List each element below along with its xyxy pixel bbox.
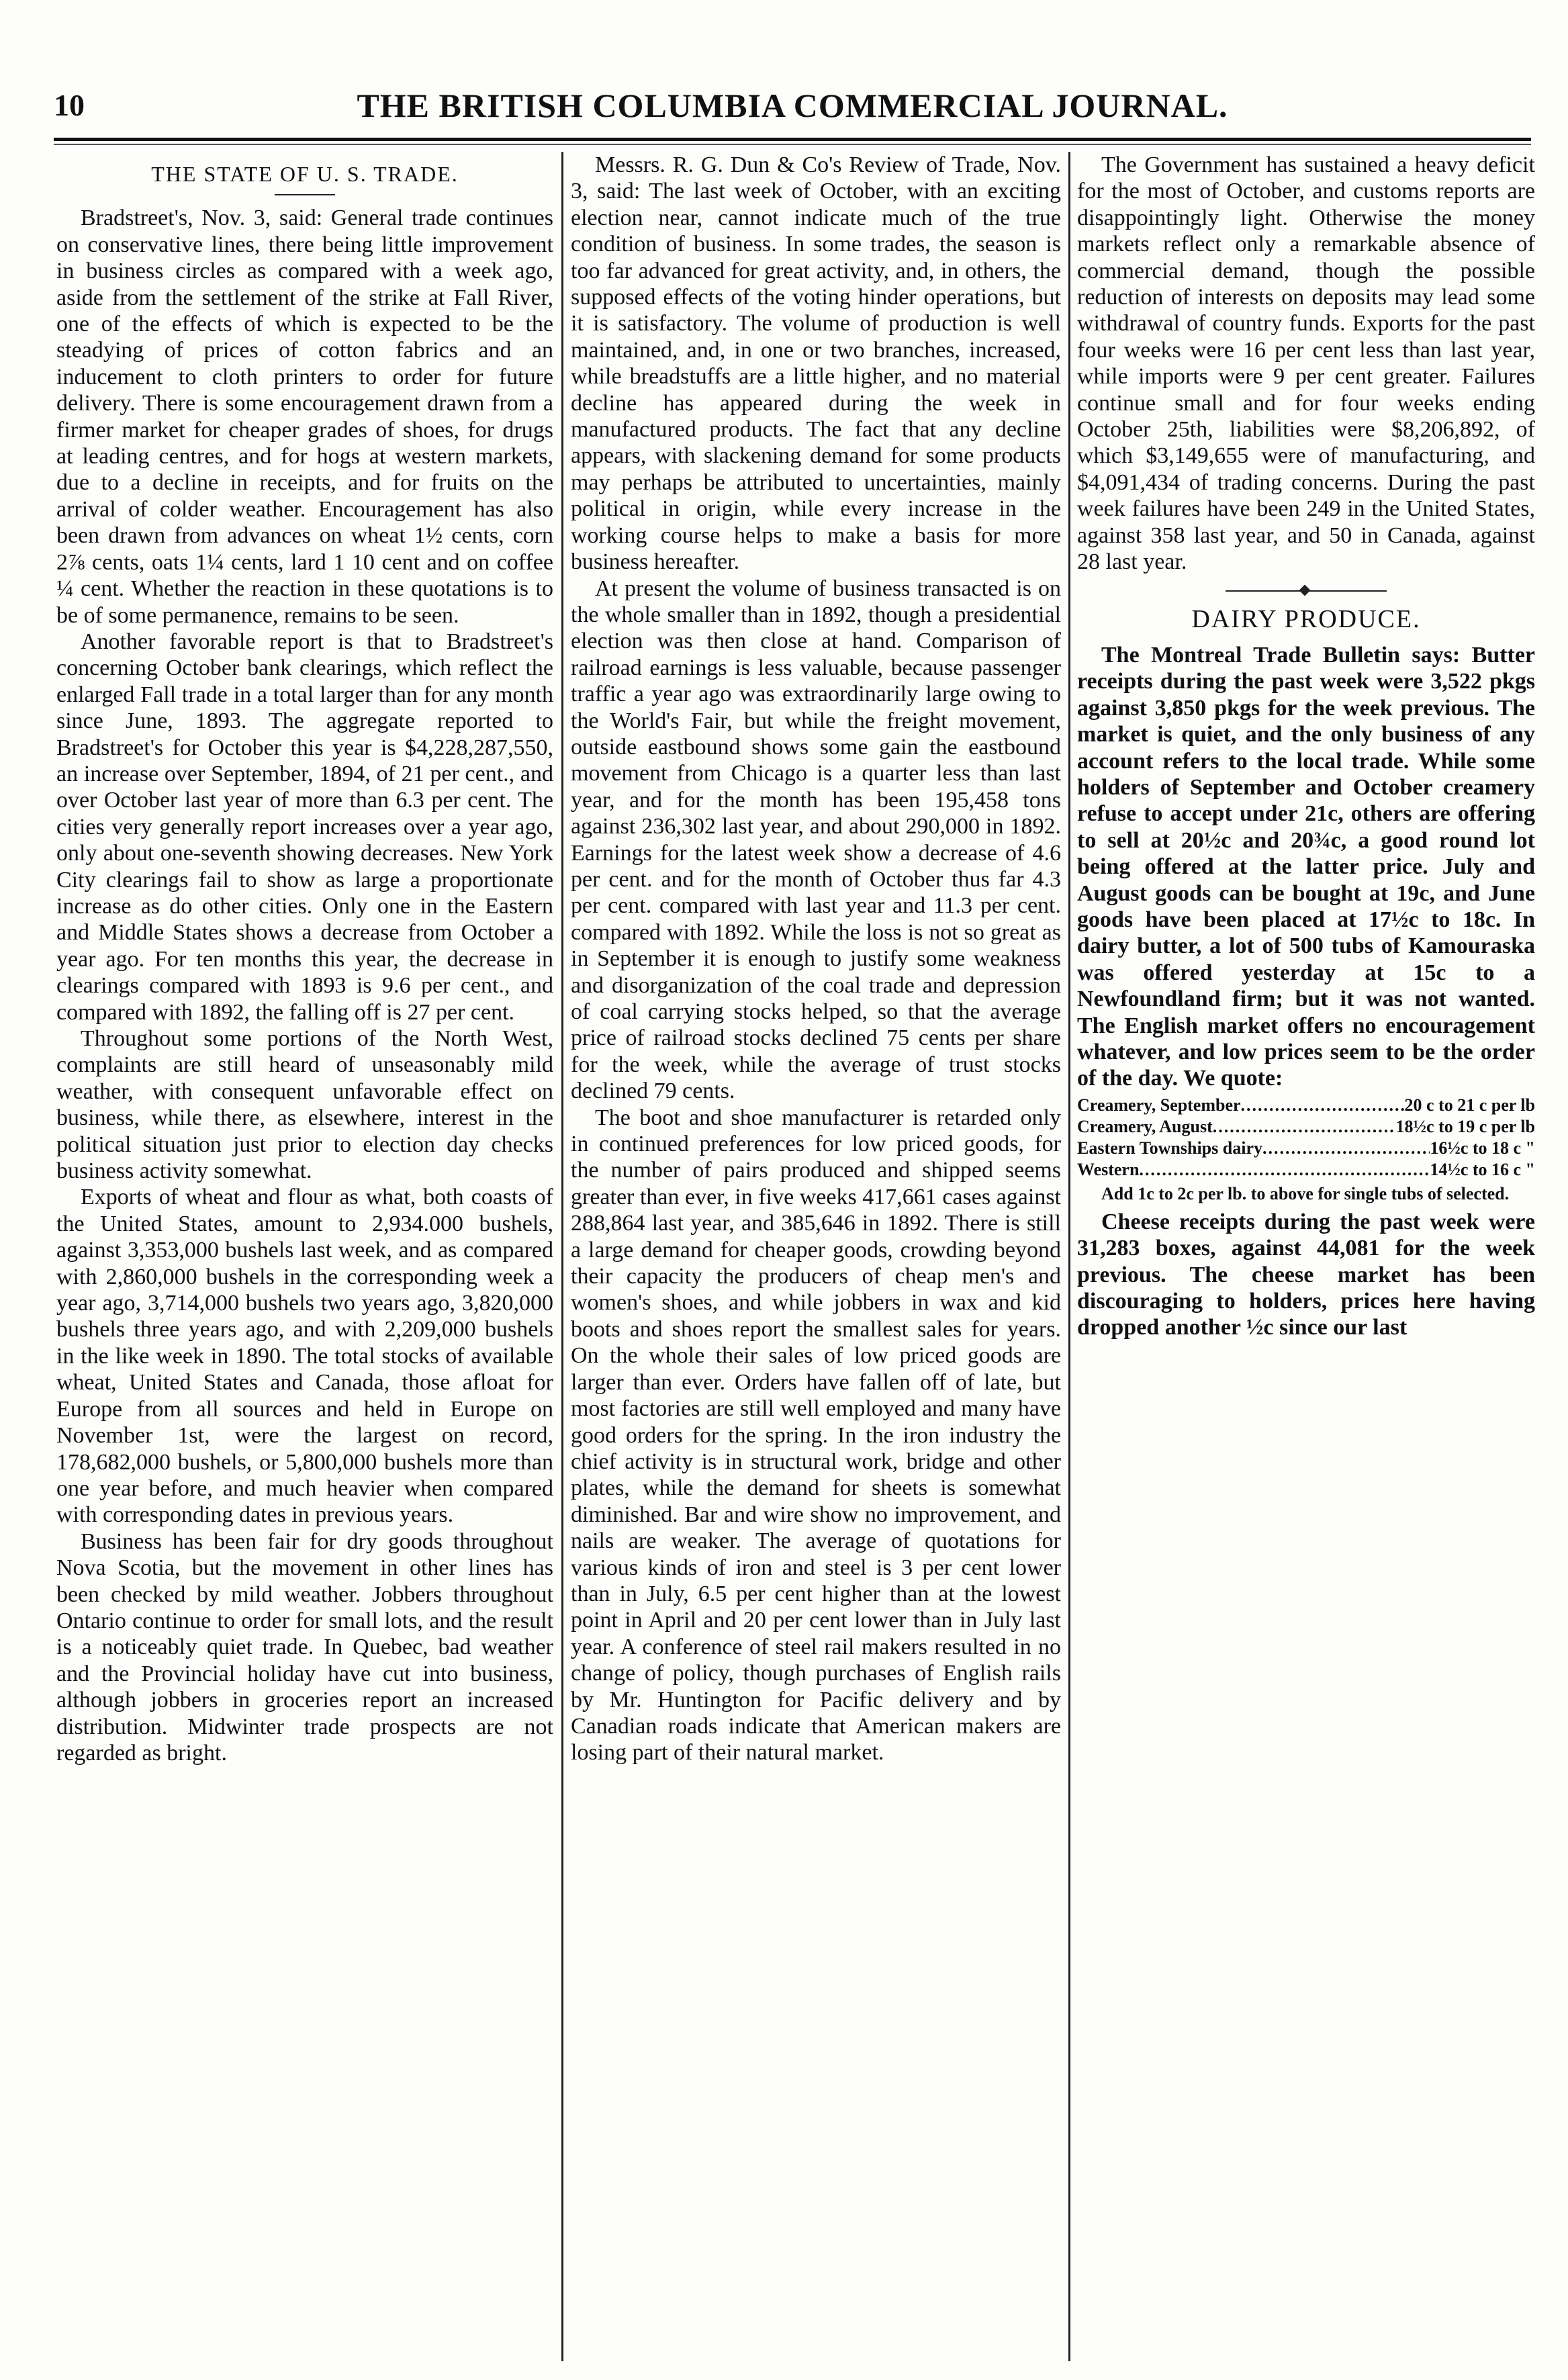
quote-leader-dots [1213,1116,1396,1138]
header-rule-thin [54,144,1531,145]
quote-note: Add 1c to 2c per lb. to above for single tubs of selected. [1101,1183,1510,1203]
quote-price: 16½c to 18 c " [1430,1138,1535,1158]
quote-leader-dots [1241,1095,1405,1116]
article-paragraph: Bradstreet's, Nov. 3, said: General trade continues on conservative lines, there being little improvement in business circles as compared with a week ago, aside from the settlement of the strike at Fall River, one of the effects of which is expected to be the steadying of prices of cotton fabrics and an inducement to cloth printers to order for future delivery. There is some encouragement drawn from a firmer market for cheaper grades of shoes, for drugs at leading centres, and for hogs at western markets, due to a decline in receipts, and for fruits on the arrival of colder weather. Encouragement has also been drawn from advances on wheat 1½ cents, corn 2⅞ cents, oats 1¼ cents, lard 1 10 cent and on coffee ¼ cent. Whether the reaction in these quotations is to be of some permanence, remains to be seen. [56,205,553,628]
column-2 [571,152,1061,2361]
quote-name: Creamery, September [1077,1095,1241,1115]
article-paragraph: Throughout some portions of the North West, complaints are still heard of unseasonably mild weather, with consequent unfavorable effect on business, while there, as elsewhere, interest in the political situation just prior to election day checks business activity somewhat. [56,1026,553,1184]
quote-name: Western [1077,1159,1140,1179]
quote-row [1077,1159,1535,1181]
article-paragraph: Messrs. R. G. Dun & Co's Review of Trade, Nov. 3, said: The last week of October, with an exciting election near, cannot indicate much of the true condition of business. In some trades, the season is too far advanced for great activity, and, in others, the supposed effects of the voting hinder operations, but it is satisfactory. The volume of production is well maintained, and, in one or two branches, increased, while breadstuffs are a little higher, and no material decline has appeared during the week in manufactured products. The fact that any decline appears, with slackening demand for some products may perhaps be attributed to uncertainties, mainly political in origin, while every increase in the working course helps to make a basis for more business hereafter. [571,152,1061,575]
quote-price: 20 c to 21 c per lb [1404,1095,1535,1115]
butter-quote-list [1077,1095,1535,1181]
quote-row [1077,1138,1535,1159]
diamond-ornament-icon [1299,584,1311,596]
article-paragraph: Business has been fair for dry goods throughout Nova Scotia, but the movement in other lines has been checked by mild weather. Jobbers throughout Ontario continue to order for small lots, and the result is a noticeably quiet trade. In Quebec, bad weather and the Provincial holiday have cut into business, although jobbers in groceries report an increased distribution. Midwinter trade prospects are not regarded as bright. [56,1528,553,1766]
quote-name: Eastern Townships dairy [1077,1138,1262,1158]
quote-leader-dots [1139,1159,1430,1181]
dairy-intro-paragraph: The Montreal Trade Bulletin says: Butter receipts during the past week were 3,522 pkgs against 3,850 pkgs for the week previous. The market is quiet, and the only business of any account refers to the local trade. While some holders of September and October creamery refuse to accept under 21c, others are offering to sell at 20½c and 20¾c, a good round lot being offered at the latter price. July and August goods can be bought at 19c, and June goods have been placed at 17½c to 18c. In dairy butter, a lot of 500 tubs of Kamouraska was offered yesterday at 15c to a Newfoundland firm; but it was not wanted. The English market offers no encouragement whatever, and low prices seem to be the order of the day. We quote: [1077,642,1535,1091]
journal-title: THE BRITISH COLUMBIA COMMERCIAL JOURNAL. [357,87,1228,124]
section-ornament-rule [1226,590,1387,592]
us-trade-heading: THE STATE OF U. S. TRADE. [151,162,459,186]
quote-row [1077,1095,1535,1116]
quote-price: 18½c to 19 c per lb [1395,1116,1535,1136]
page-header [54,67,1531,134]
article-paragraph: Exports of wheat and flour as what, both coasts of the United States, amount to 2,934.000 bushels, against 3,353,000 bushels last week, and as compared with 2,860,000 bushels in the corresponding week a year ago, 3,714,000 bushels two years ago, 3,820,000 bushels three years ago, and with 2,209,000 bushels in the like week in 1890. The total stocks of available wheat, United States and Canada, those afloat for Europe from all sources and held in Europe on November 1st, were the largest on record, 178,682,000 bushels, or 5,800,000 bushels more than one year before, and much heavier when compared with corresponding dates in previous years. [56,1185,553,1528]
quote-row [1077,1116,1535,1138]
quote-price: 14½c to 16 c " [1430,1159,1535,1179]
page-number: 10 [54,88,85,122]
column-divider [1068,152,1070,2361]
cheese-paragraph: Cheese receipts during the past week were 31,283 boxes, against 44,081 for the week previous. The cheese market has been discouraging to holders, prices here having dropped another ½c since our last [1077,1209,1535,1340]
quote-name: Creamery, August [1077,1116,1213,1136]
article-paragraph: At present the volume of business transacted is on the whole smaller than in 1892, though a presidential election was then close at hand. Comparison of railroad earnings is less valuable, because passenger traffic a year ago was extraordinarily large owing to the World's Fair, but while the freight movement, outside eastbound shows some gain the eastbound movement from Chicago is a quarter less than last year, and for the month has been 195,458 tons against 236,302 last year, and about 290,000 in 1892. Earnings for the latest week show a decrease of 4.6 per cent. and for the month of October thus far 4.3 per cent. compared with last year and 11.3 per cent. compared with 1892. While the loss is not so great as in September it is enough to justify some weakness and disorganization of the coal trade and depression of coal carrying stocks helped, so that the average price of railroad stocks declined 75 cents per share for the week, while the average of trust stocks declined 79 cents. [571,576,1061,1104]
heading-rule [275,194,335,195]
dairy-produce-heading: DAIRY PRODUCE. [1191,604,1421,633]
column-3 [1077,152,1535,2361]
quote-leader-dots [1262,1138,1430,1159]
column-divider [561,152,563,2361]
header-rule [54,138,1531,141]
article-paragraph: Another favorable report is that to Bradstreet's concerning October bank clearings, which reflect the enlarged Fall trade in a total larger than for any month since June, 1893. The aggregate reported to Bradstreet's for October this year is $4,228,287,550, an increase over September, 1894, of 21 per cent., and over October last year of more than 6.3 per cent. The cities very generally report increases over a year ago, only about one-seventh showing decreases. New York City clearings fail to show as large a proportionate increase as do other cities. Only one in the Eastern and Middle States shows a decrease from October a year ago. For ten months this year, the decrease in clearings compared with 1893 is 9.6 per cent., and compared with 1892, the falling off is 27 per cent. [56,629,553,1025]
column-1 [56,152,553,2361]
article-paragraph: The boot and shoe manufacturer is retarded only in continued preferences for low priced goods, for the number of pairs produced and shipped seems greater than ever, in five weeks 417,661 cases against 288,864 last year, and 385,646 in 1892. There is still a large demand for cheaper goods, crowding beyond their capacity the producers of cheap men's and women's shoes, and while jobbers in wax and kid boots and shoes report the smallest sales for years. On the whole their sales of low priced goods are larger than ever. Orders have fallen off of late, but most factories are still well employed and many have good orders for the spring. In the iron industry the chief activity is in structural work, bridge and other plates, while the demand for sheets is somewhat diminished. Bar and wire show no improvement, and nails are weaker. The average of quotations for various kinds of iron and steel is 3 per cent lower than in July, 6.5 per cent higher than at the lowest point in April and 20 per cent lower than in July last year. A conference of steel rail makers resulted in no change of policy, though purchases of English rails by Mr. Huntington for Pacific delivery and by Canadian roads indicate that American makers are losing part of their natural market. [571,1105,1061,1766]
article-paragraph: The Government has sustained a heavy deficit for the most of October, and customs reports are disappointingly light. Otherwise the money markets reflect only a remarkable absence of commercial demand, though the possible reduction of interests on deposits may lead some withdrawal of country funds. Exports for the past four weeks were 16 per cent less than last year, while imports were 9 per cent greater. Failures continue small and for four weeks ending October 25th, liabilities were $8,206,892, of which $3,149,655 were of manufacturing, and $4,091,434 of trading concerns. During the past week failures have been 249 in the United States, against 358 last year, and 50 in Canada, against 28 last year. [1077,152,1535,575]
